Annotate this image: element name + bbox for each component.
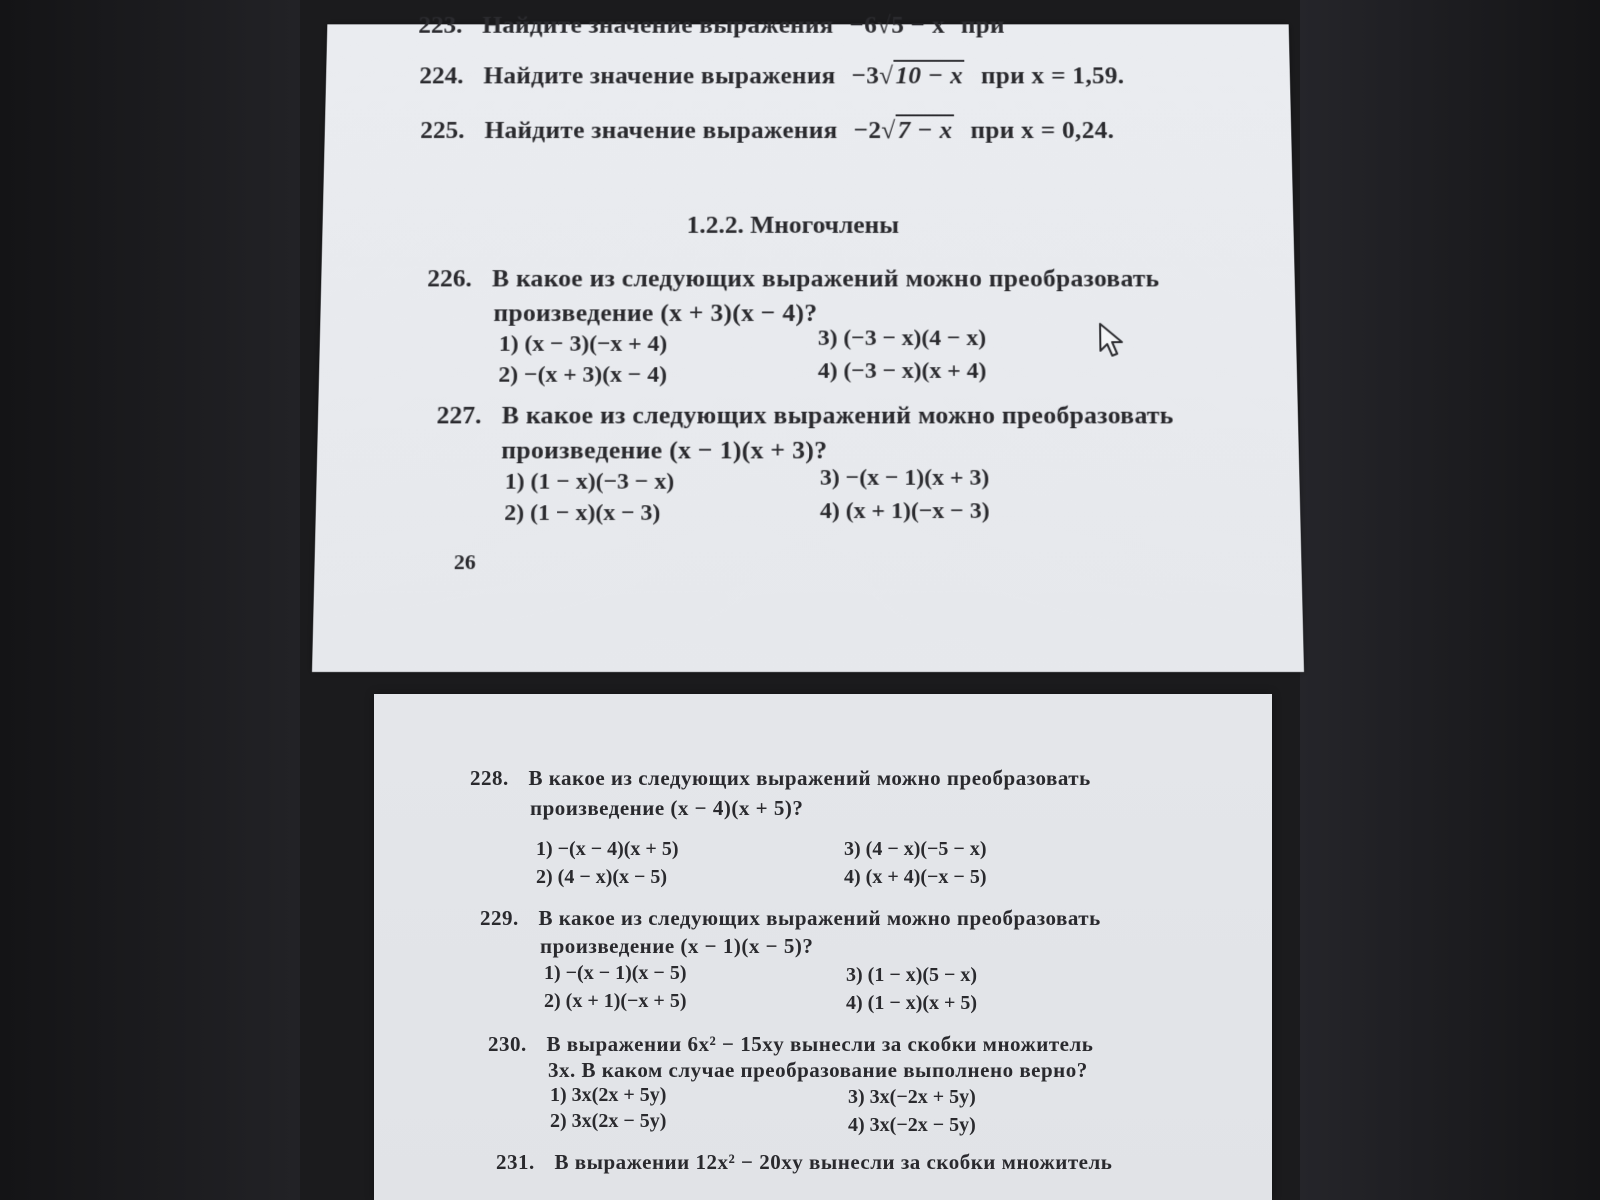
problem-number: 225. bbox=[420, 116, 465, 144]
question-226-line2: произведение (x + 3)(x − 4)? bbox=[493, 298, 818, 327]
document-page-26 bbox=[312, 11, 1304, 672]
answer-option: 3) 3x(−2x + 5y) bbox=[848, 1086, 976, 1108]
square-root bbox=[881, 116, 954, 144]
answer-option: 3) (4 − x)(−5 − x) bbox=[844, 838, 987, 860]
radicand: 7 − x bbox=[897, 116, 953, 144]
document-page-27 bbox=[374, 694, 1272, 1200]
radical-sign-icon: √ bbox=[881, 116, 896, 144]
question-number: 226. bbox=[427, 264, 473, 293]
answer-option: 2) (x + 1)(−x + 5) bbox=[544, 990, 687, 1012]
question-229-line1 bbox=[480, 906, 1101, 931]
question-text: В выражении 6x² − 15xy вынесли за скобки множитель bbox=[546, 1032, 1094, 1056]
answer-option: 2) 3x(2x − 5y) bbox=[550, 1110, 667, 1132]
answer-option: 2) −(x + 3)(x − 4) bbox=[498, 362, 668, 388]
question-number: 227. bbox=[436, 401, 482, 430]
question-number: 229. bbox=[480, 906, 519, 930]
question-text: В какое из следующих выражений можно преобразовать bbox=[491, 264, 1160, 293]
radicand: 10 − x bbox=[895, 61, 964, 90]
question-text: В какое из следующих выражений можно преобразовать bbox=[528, 766, 1091, 790]
answer-option: 4) (1 − x)(x + 5) bbox=[846, 992, 978, 1014]
problem-tail: при x = 1,59. bbox=[980, 61, 1125, 90]
question-229-line2: произведение (x − 1)(x − 5)? bbox=[540, 934, 814, 958]
answer-option: 1) −(x − 1)(x − 5) bbox=[544, 962, 687, 984]
question-228-line2: произведение (x − 4)(x + 5)? bbox=[530, 796, 804, 820]
question-number: 231. bbox=[496, 1150, 535, 1174]
question-231-line1 bbox=[496, 1150, 1112, 1175]
answer-option: 3) (1 − x)(5 − x) bbox=[846, 964, 978, 986]
question-number: 228. bbox=[470, 766, 509, 790]
question-number: 230. bbox=[488, 1032, 527, 1056]
page-number: 26 bbox=[453, 549, 476, 575]
question-227-line1 bbox=[436, 401, 1174, 430]
radical-sign-icon: √ bbox=[879, 61, 894, 90]
answer-option: 4) 3x(−2x − 5y) bbox=[848, 1114, 976, 1136]
problem-223 bbox=[418, 11, 1005, 39]
question-227-line2: произведение (x − 1)(x + 3)? bbox=[501, 436, 828, 465]
problem-text: Найдите значение выражения bbox=[483, 61, 836, 90]
question-230-line2: 3x. В каком случае преобразование выполнено верно? bbox=[548, 1058, 1088, 1082]
problem-tail: при bbox=[960, 11, 1005, 39]
answer-option: 1) 3x(2x + 5y) bbox=[550, 1084, 667, 1106]
problem-number: 223. bbox=[418, 11, 463, 39]
square-root bbox=[879, 62, 965, 90]
question-230-line1 bbox=[488, 1032, 1093, 1057]
monitor-bezel-left bbox=[0, 0, 300, 1200]
answer-option: 1) (x − 3)(−x + 4) bbox=[498, 331, 668, 357]
mouse-pointer-icon bbox=[1097, 322, 1125, 361]
answer-option: 2) (1 − x)(x − 3) bbox=[504, 500, 661, 526]
question-226-line1 bbox=[427, 264, 1160, 293]
answer-option: 1) (1 − x)(−3 − x) bbox=[504, 469, 675, 495]
problem-text: Найдите значение выражения bbox=[484, 116, 838, 144]
monitor-bezel-right bbox=[1300, 0, 1600, 1200]
problem-text: Найдите значение выражения bbox=[482, 11, 834, 39]
problem-coefficient: −2 bbox=[853, 116, 882, 144]
problem-coefficient: −3 bbox=[851, 61, 880, 90]
question-text: В какое из следующих выражений можно преобразовать bbox=[501, 401, 1174, 430]
question-text: В какое из следующих выражений можно преобразовать bbox=[538, 906, 1101, 930]
answer-option: 4) (x + 1)(−x − 3) bbox=[819, 498, 990, 524]
problem-expression: −6√5 − x bbox=[849, 11, 945, 39]
problem-tail: при x = 0,24. bbox=[970, 116, 1115, 144]
answer-option: 3) −(x − 1)(x + 3) bbox=[819, 465, 990, 491]
question-228-line1 bbox=[470, 766, 1091, 791]
answer-option: 4) (x + 4)(−x − 5) bbox=[844, 866, 987, 888]
section-title: 1.2.2. Многочлены bbox=[686, 210, 900, 239]
problem-224 bbox=[419, 62, 1124, 90]
answer-option: 3) (−3 − x)(4 − x) bbox=[817, 325, 987, 351]
question-text: В выражении 12x² − 20xy вынесли за скобки множитель bbox=[554, 1150, 1113, 1174]
answer-option: 4) (−3 − x)(x + 4) bbox=[817, 358, 987, 384]
problem-225 bbox=[420, 116, 1114, 144]
problem-number: 224. bbox=[419, 61, 464, 90]
answer-option: 2) (4 − x)(x − 5) bbox=[536, 866, 668, 888]
answer-option: 1) −(x − 4)(x + 5) bbox=[536, 838, 679, 860]
